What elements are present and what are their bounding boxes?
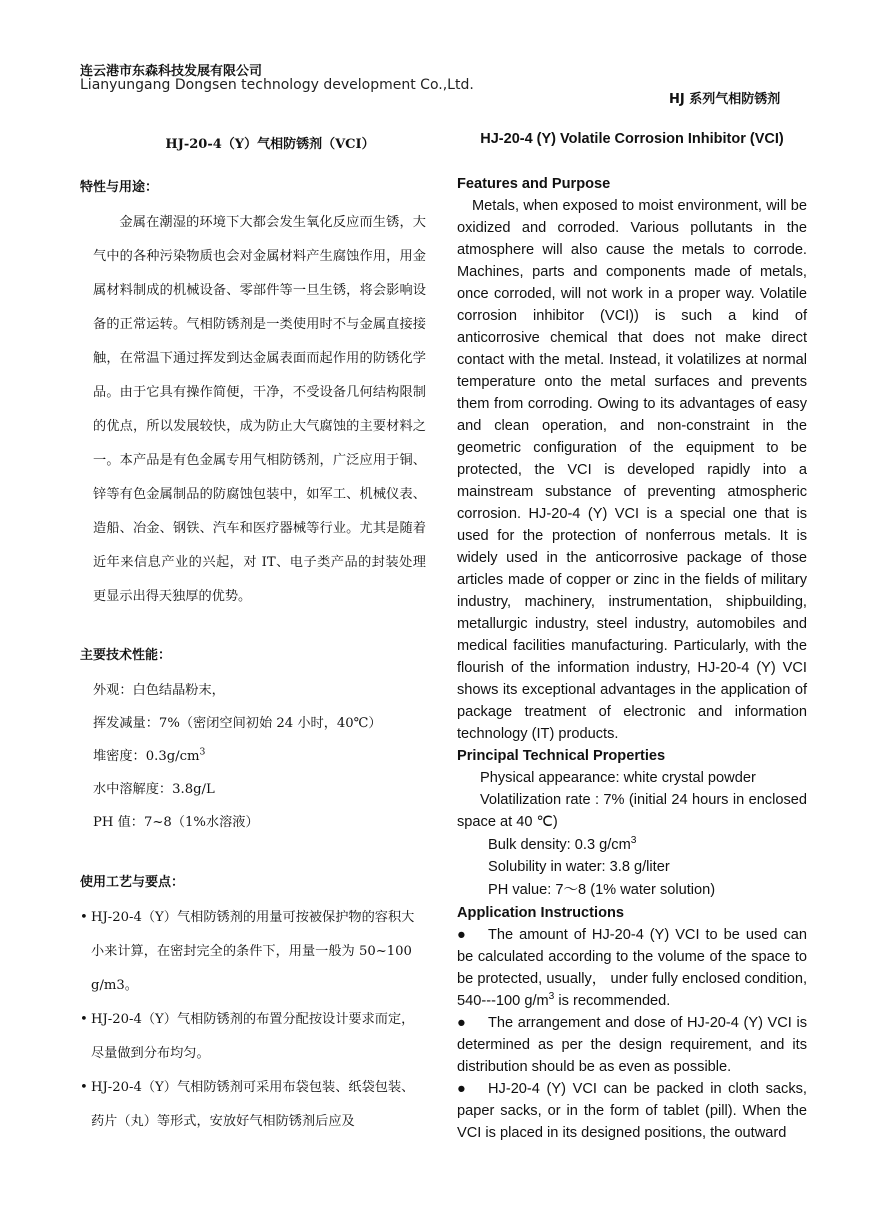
features-text-cn: 金属在潮湿的环境下大都会发生氧化反应而生锈，大气中的各种污染物质也会对金属材料产生腐蚀作用，用金属材料制成的机械设备、零部件等一旦生锈，将会影响设备的正常运转。气相防锈剂是一类使用时不与金属直接接触，在常温下通过挥发到达金属表面而起作用的防锈化学品。由于它具有操作简便，干净，不受设备几何结构限制的优点，所以发展较快，成为防止大气腐蚀的主要材料之一。本产品是有色金属专用气相防锈剂，广泛应用于铜、锌等有色金属制品的防腐蚀包装中，如军工、机械仪表、造船、冶金、钢铁、汽车和医疗器械等行业。尤其是随着近年来信息产业的兴起，对 IT、电子类产品的封装处理更显示出得天独厚的优势。: [93, 215, 426, 604]
property-density-label-cn: 堆密度：0.3g/cm: [93, 749, 200, 764]
product-series-label: HJ 系列气相防锈剂: [669, 92, 781, 107]
company-name-cn: 连云港市东森科技发展有限公司: [80, 64, 263, 79]
features-heading-cn: 特性与用途：: [80, 180, 159, 195]
property-appearance-cn: 外观：白色结晶粉末，: [93, 683, 225, 698]
bullet-icon: •: [80, 910, 88, 925]
bullet-icon: ●: [457, 1015, 466, 1031]
bullet-icon: ●: [457, 927, 466, 943]
property-ph-en: PH value: 7～8 (1% water solution): [488, 882, 716, 898]
property-ph-cn: PH 值：7~8（1%水溶液）: [93, 815, 259, 830]
company-name-en: Lianyungang Dongsen technology development Co.,Ltd.: [80, 77, 474, 93]
document-title-cn: HJ-20-4（Y）气相防锈剂（VCI）: [165, 137, 375, 152]
property-solubility-en: Solubility in water: 3.8 g/liter: [488, 859, 670, 875]
property-density-sup-en: 3: [630, 835, 637, 847]
usage-item-en: ● HJ-20-4 (Y) VCI can be packed in cloth sacks, paper sacks, or in the form of tablet (pill). When the VCI is placed in its designed positions, the outward: [457, 1078, 807, 1144]
property-volatilization-cn: 挥发减量：7%（密闭空间初始 24 小时，40℃）: [93, 716, 382, 731]
features-text-en: Metals, when exposed to moist environment, will be oxidized and corroded. Various pollutants in the atmosphere will also cause the metals to corrode. Machines, parts and components made of metals, once corroded, will not work in a proper way. Volatile corrosion inhibitor (VCI)) is such a kind of anticorrosive chemical that does not make direct contact with the metal. Instead, it volatilizes at normal temperature onto the metal surfaces and prevents them from corroding. Owing to its advantages of easy and clean operation, and non-constraint in the geometric configuration of the equipment to be protected, the VCI is developed rapidly into a mainstream substance of preventing atmospheric corrosion. HJ-20-4 (Y) VCI is a special one that is used for the protection of nonferrous metals. It is widely used in the anticorrosive package of those articles made of copper or zinc in the fields of military industry, machinery, instrumentation, shipbuilding, metallurgic industry, steel industry, automobiles and medical facilities manufacturing. Particularly, with the flourish of the information industry, HJ-20-4 (Y) VCI shows its exceptional advantages in the application of package treatment of electronic and information technology (IT) products.: [457, 198, 807, 742]
usage-heading-en: Application Instructions: [457, 905, 625, 921]
usage-heading-cn: 使用工艺与要点：: [80, 875, 185, 890]
usage-item-cn: • HJ-20-4（Y）气相防锈剂可采用布袋包装、纸袋包装、药片（丸）等形式，安放好气相防锈剂后应及: [80, 1071, 426, 1139]
usage-item-en: ● The amount of HJ-20-4 (Y) VCI to be used can be calculated according to the volume of the space to be protected, usually， under fully enclosed condition, 540---100 $g/m^3$ is recommended.: [457, 924, 807, 1012]
bullet-icon: ●: [457, 1081, 466, 1097]
english-column: [457, 173, 807, 1144]
bullet-icon: •: [80, 1012, 88, 1027]
features-heading-en: Features and Purpose: [457, 176, 611, 192]
property-appearance-en: Physical appearance: white crystal powder: [480, 770, 756, 786]
usage-item-cn: • HJ-20-4（Y）气相防锈剂的布置分配按设计要求而定，尽量做到分布均匀。: [80, 1003, 426, 1071]
property-density-label-en: Bulk density: 0.3 g/cm: [488, 837, 631, 853]
document-title-en: HJ-20-4 (Y) Volatile Corrosion Inhibitor (VCI): [480, 131, 784, 147]
usage-item-en: ● The arrangement and dose of HJ-20-4 (Y) VCI is determined as per the design requirement, and its distribution should be as even as possible.: [457, 1012, 807, 1078]
properties-list-cn: [80, 668, 426, 839]
usage-list-cn: [80, 901, 426, 1139]
property-solubility-cn: 水中溶解度：3.8g/L: [93, 782, 215, 797]
properties-heading-en: Principal Technical Properties: [457, 748, 666, 764]
property-density-sup-cn: 3: [199, 746, 206, 758]
property-density-en: [457, 834, 807, 856]
chinese-column: [80, 176, 426, 1139]
bullet-icon: •: [80, 1080, 88, 1095]
property-density-cn: [80, 740, 426, 773]
usage-item-cn: • HJ-20-4（Y）气相防锈剂的用量可按被保护物的容积大小来计算，在密封完全的条件下，用量一般为 50~100 g/m3。: [80, 901, 426, 1003]
property-volatilization-en: Volatilization rate : 7% (initial 24 hours in enclosed space at 40 ℃): [457, 792, 807, 830]
properties-heading-cn: 主要技术性能：: [80, 648, 172, 663]
